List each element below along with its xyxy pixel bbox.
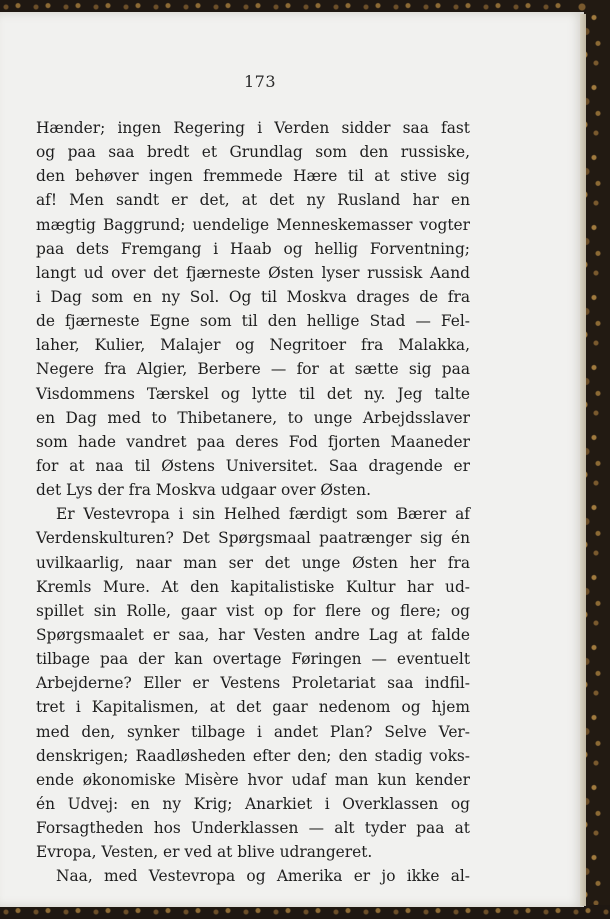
- text-line: Negere fra Algier, Berbere — for at sætte sig paa: [36, 360, 470, 379]
- text-line: langt ud over det fjærneste Østen lyser russisk Aand: [36, 263, 470, 282]
- text-line: de fjærneste Egne som til den hellige Stad — Fel-: [36, 312, 470, 331]
- text-line: for at naa til Østens Universitet. Saa dragende er: [36, 456, 470, 475]
- page-edge: [580, 14, 586, 906]
- book-page: [0, 12, 584, 907]
- text-line: som hade vandret paa deres Fod fjorten Maaneder: [36, 432, 470, 451]
- text-line: Forsagtheden hos Underklassen — alt tyder paa at: [36, 819, 470, 838]
- text-line: Visdommens Tærskel og lytte til det ny. Jeg talte: [36, 384, 470, 403]
- text-line: Er Vestevropa i sin Helhed færdigt som Bærer af: [56, 505, 470, 524]
- text-line: ende økonomiske Misère hvor udaf man kun kender: [36, 770, 470, 789]
- text-line: én Udvej: en ny Krig; Anarkiet i Overklassen og: [36, 794, 470, 813]
- book-binding-bottom: [0, 905, 610, 919]
- text-line: med den, synker tilbage i andet Plan? Selve Ver-: [36, 722, 470, 741]
- text-line: uvilkaarlig, naar man ser det unge Østen her fra: [36, 553, 470, 572]
- body-text: [36, 116, 470, 889]
- text-line: i Dag som en ny Sol. Og til Moskva drages de fra: [36, 287, 470, 306]
- text-line: Evropa, Vesten, er ved at blive udrangeret.: [36, 843, 373, 862]
- text-line: Hænder; ingen Regering i Verden sidder saa fast: [36, 119, 470, 137]
- text-line: en Dag med to Thibetanere, to unge Arbejdsslaver: [36, 408, 470, 427]
- text-line: af! Men sandt er det, at det ny Rusland har en: [36, 191, 470, 210]
- text-line: det Lys der fra Moskva udgaar over Østen.: [36, 481, 371, 500]
- text-line: Verdenskulturen? Det Spørgsmaal paatrænger sig én: [36, 529, 470, 548]
- text-line: Kremls Mure. At den kapitalistiske Kultur har ud-: [36, 577, 470, 596]
- page-number: 173: [243, 72, 277, 91]
- text-line: Arbejderne? Eller er Vestens Proletariat saa indfil-: [36, 674, 470, 693]
- text-line: Spørgsmaalet er saa, har Vesten andre Lag at falde: [36, 625, 470, 644]
- text-line: denskrigen; Raadløsheden efter den; den stadig voks-: [36, 746, 470, 765]
- text-line: Naa, med Vestevropa og Amerika er jo ikke al-: [56, 867, 470, 886]
- text-line: og paa saa bredt et Grundlag som den russiske,: [36, 143, 470, 162]
- text-line: laher, Kulier, Malajer og Negritoer fra Malakka,: [36, 336, 470, 355]
- text-line: tilbage paa der kan overtage Føringen — eventuelt: [36, 650, 470, 669]
- text-line: spillet sin Rolle, gaar vist op for flere og flere; og: [36, 601, 470, 620]
- text-line: tret i Kapitalismen, at det gaar nedenom og hjem: [36, 698, 470, 717]
- text-line: paa dets Fremgang i Haab og hellig Forventning;: [36, 239, 470, 258]
- text-line: den behøver ingen fremmede Hære til at stive sig: [36, 167, 470, 186]
- text-line: mægtig Baggrund; uendelige Menneskemasser vogter: [36, 215, 470, 234]
